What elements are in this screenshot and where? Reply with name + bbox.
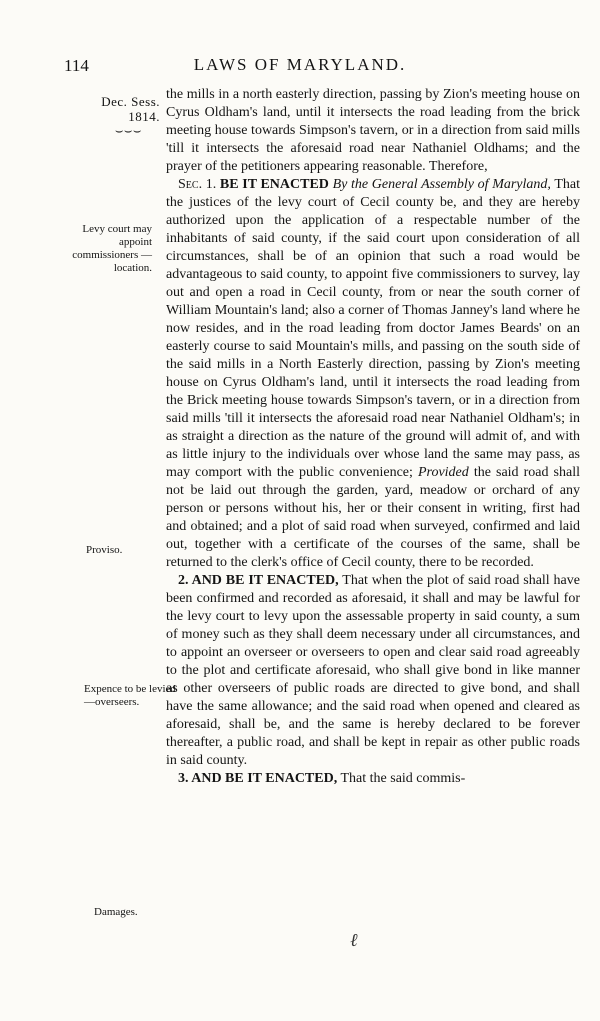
section-1-provided: Provided xyxy=(417,465,469,480)
intro-paragraph: the mills in a north easterly direction, passing by Zion's meeting house on Cyrus Oldham's land, until it intersects the road leading from the brick meeting house towards Simpson's tavern, or in a direction from said mills 'till it intersects the aforesaid road near Nathaniel Oldhams; and the prayer of the petitioners appearing reasonable. Therefore, xyxy=(166,87,580,174)
margin-note-expence: Expence to be levied—overseers. xyxy=(84,683,176,708)
section-3 xyxy=(166,770,580,788)
section-1-text-a: That the justices of the levy court of Cecil county be, and they are hereby authorized upon the application of a respectable number of the inhabitants of said county, if the said court upon consideration of all circumstances, shall be of an opinion that such a road would be advantageous to said county, to appoint five commissioners to survey, lay out and open a road in Cecil county, from or near the south corner of William Mountain's land; also a corner of Thomas Janney's land where he now resides, and in the road leading from doctor James Beards' on an easterly course to said Mountain's mills, and passing on the south side of the said mills in a North Easterly direction, passing by Zion's meeting house on Cyrus Oldham's land, until it intersects the road leading from the Brick meeting house towards Simpson's tavern, or in a direction from said mills 'till it intersects the aforesaid road near Nathaniel Oldham's; in as straight a direction as the nature of the ground will admit of, and with as little injury to the individuals over whose land the same may pass, as may comport with the public convenience; xyxy=(166,177,580,480)
section-1-label: Sec. 1. xyxy=(178,177,217,192)
section-3-label: 3. AND BE IT ENACTED, xyxy=(178,771,338,786)
session-line-2: 1814. xyxy=(128,109,160,124)
margin-note-levy: Levy court may appoint commissioners —location. xyxy=(72,223,152,274)
ink-mark: ℓ xyxy=(350,930,358,950)
section-2-label: 2. AND BE IT ENACTED, xyxy=(178,573,339,588)
section-1 xyxy=(166,176,580,572)
session-line-1: Dec. Sess. xyxy=(101,94,160,109)
section-1-enact: BE IT ENACTED xyxy=(219,177,329,192)
section-1-text-b: the said road shall not be laid out through the garden, yard, meadow or orchard of any person or persons without his, her or their consent in writing, first had and obtained; and a plot of said road when surveyed, confirmed and laid out, together with a certificate of the courses of the same, shall be returned to the clerk's office of Cecil county, there to be recorded. xyxy=(166,465,580,570)
section-3-text: That the said commis- xyxy=(340,771,466,786)
ornament-icon: ⌣⌣⌣ xyxy=(114,123,142,138)
section-2 xyxy=(166,572,580,770)
body-text xyxy=(166,86,580,788)
margin-note-damages: Damages. xyxy=(94,906,138,918)
section-1-by: By the General Assembly of Maryland, xyxy=(332,177,551,192)
running-title: LAWS OF MARYLAND. xyxy=(193,55,407,74)
session-label xyxy=(60,94,160,137)
section-2-text: That when the plot of said road shall have been confirmed and recorded as aforesaid, it shall and may be lawful for the levy court to levy upon the assessable property in said county, a sum of money such as they shall deem necessary under all circumstances, and to appoint an overseer or overseers to open and clear said road agreeably to the plot and certificate aforesaid, who shall give bond in like manner as other overseers of public roads are directed to give bond, and shall have the same allowance; and the said road when opened and cleared as aforesaid, shall be, and the same is hereby declared to be forever thereafter, a public road, and shall be kept in repair as other public roads in said county. xyxy=(166,573,580,768)
page-number: 114 xyxy=(64,56,89,75)
margin-note-proviso: Proviso. xyxy=(86,544,123,556)
